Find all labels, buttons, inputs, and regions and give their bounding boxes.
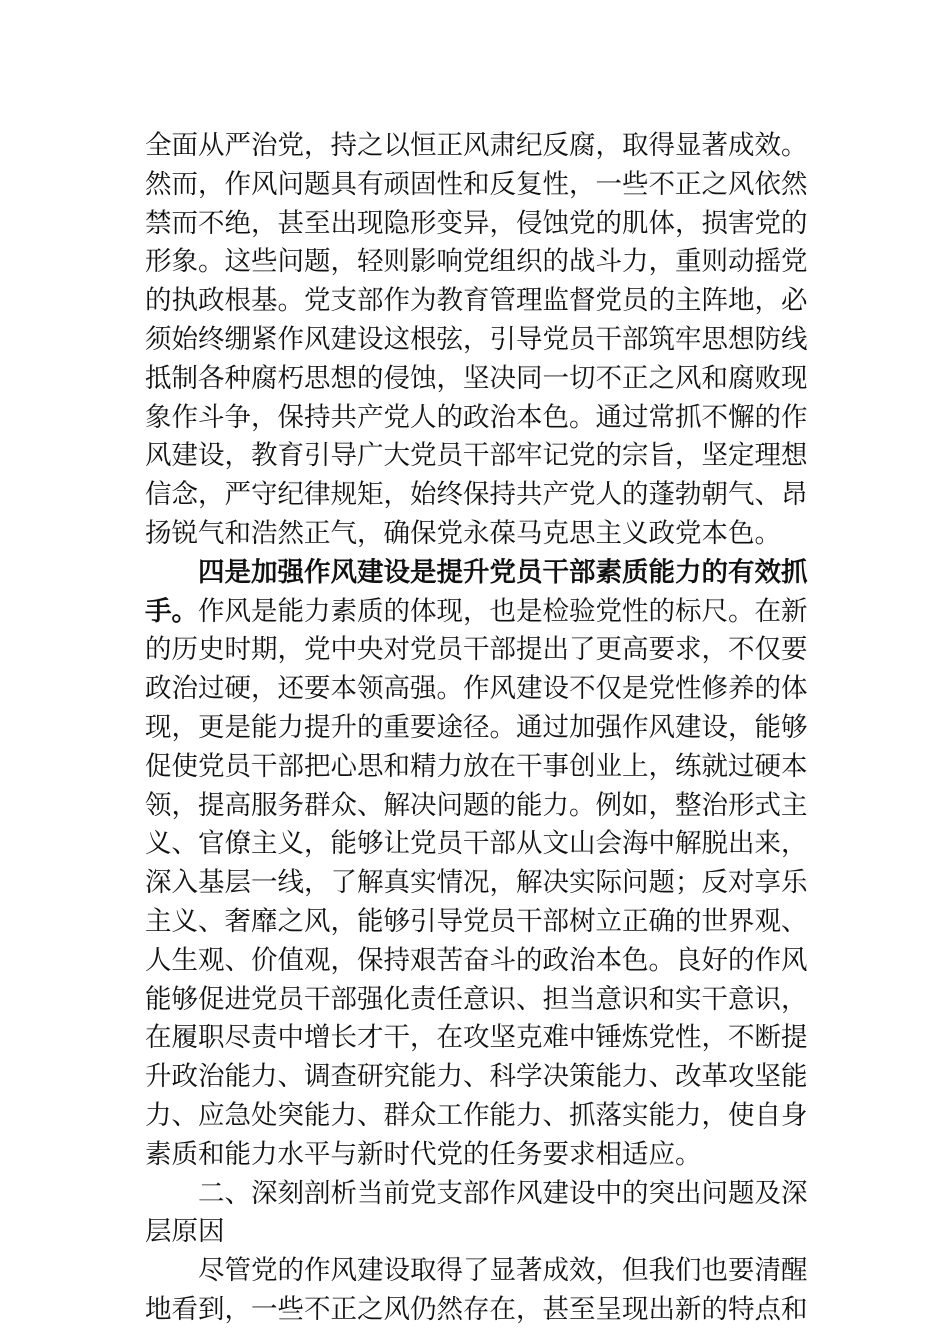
- text-line: 扬锐气和浩然正气，确保党永葆马克思主义政党本色。: [145, 517, 781, 549]
- bold-heading-end: 手。: [145, 595, 198, 627]
- text-line: [145, 593, 807, 632]
- text-line: 然而，作风问题具有顽固性和反复性，一些不正之风依然: [145, 168, 808, 200]
- text-line: 能够促进党员干部强化责任意识、担当意识和实干意识，: [145, 983, 808, 1015]
- text-line: 素质和能力水平与新时代党的任务要求相适应。: [145, 1138, 702, 1170]
- text-line: 风建设，教育引导广大党员干部牢记党的宗旨，坚定理想: [145, 440, 808, 472]
- body-text: [145, 127, 807, 1330]
- section-heading-line: 层原因: [145, 1216, 225, 1248]
- text-line: 义、官僚主义，能够让党员干部从文山会海中解脱出来，: [145, 828, 808, 860]
- text-line: 抵制各种腐朽思想的侵蚀，坚决同一切不正之风和腐败现: [145, 362, 808, 394]
- text-line: 尽管党的作风建设取得了显著成效，但我们也要清醒: [198, 1255, 808, 1287]
- text-line: 象作斗争，保持共产党人的政治本色。通过常抓不懈的作: [145, 401, 808, 433]
- text-line: 力、应急处突能力、群众工作能力、抓落实能力，使自身: [145, 1099, 808, 1131]
- text-line: 现，更是能力提升的重要途径。通过加强作风建设，能够: [145, 711, 808, 743]
- text-line: 在履职尽责中增长才干，在攻坚克难中锤炼党性，不断提: [145, 1022, 808, 1054]
- text-line: 形象。这些问题，轻则影响党组织的战斗力，重则动摇党: [145, 246, 808, 278]
- text-line: 禁而不绝，甚至出现隐形变异，侵蚀党的肌体，损害党的: [145, 207, 808, 239]
- text-line: 人生观、价值观，保持艰苦奋斗的政治本色。良好的作风: [145, 944, 808, 976]
- text-line: 信念，严守纪律规矩，始终保持共产党人的蓬勃朝气、昂: [145, 479, 808, 511]
- text-line: 地看到，一些不正之风仍然存在，甚至呈现出新的特点和: [145, 1293, 808, 1325]
- text-line: 深入基层一线，了解真实情况，解决实际问题；反对享乐: [145, 867, 808, 899]
- text-line: 政治过硬，还要本领高强。作风建设不仅是党性修养的体: [145, 673, 808, 705]
- text-segment: 作风是能力素质的体现，也是检验党性的标尺。在新: [198, 595, 808, 627]
- text-line: 的历史时期，党中央对党员干部提出了更高要求，不仅要: [145, 634, 808, 666]
- text-line: 促使党员干部把心思和精力放在干事创业上，练就过硬本: [145, 750, 808, 782]
- text-line: 主义、奢靡之风，能够引导党员干部树立正确的世界观、: [145, 905, 808, 937]
- text-line: 领，提高服务群众、解决问题的能力。例如，整治形式主: [145, 789, 808, 821]
- text-line: 须始终绷紧作风建设这根弦，引导党员干部筑牢思想防线: [145, 323, 808, 355]
- text-line: 升政治能力、调查研究能力、科学决策能力、改革攻坚能: [145, 1061, 808, 1093]
- section-heading-line: 二、深刻剖析当前党支部作风建设中的突出问题及深: [198, 1177, 808, 1209]
- bold-heading-line: 四是加强作风建设是提升党员干部素质能力的有效抓: [198, 556, 808, 588]
- text-line: 的执政根基。党支部作为教育管理监督党员的主阵地，必: [145, 285, 808, 317]
- text-line: 全面从严治党，持之以恒正风肃纪反腐，取得显著成效。: [145, 130, 808, 161]
